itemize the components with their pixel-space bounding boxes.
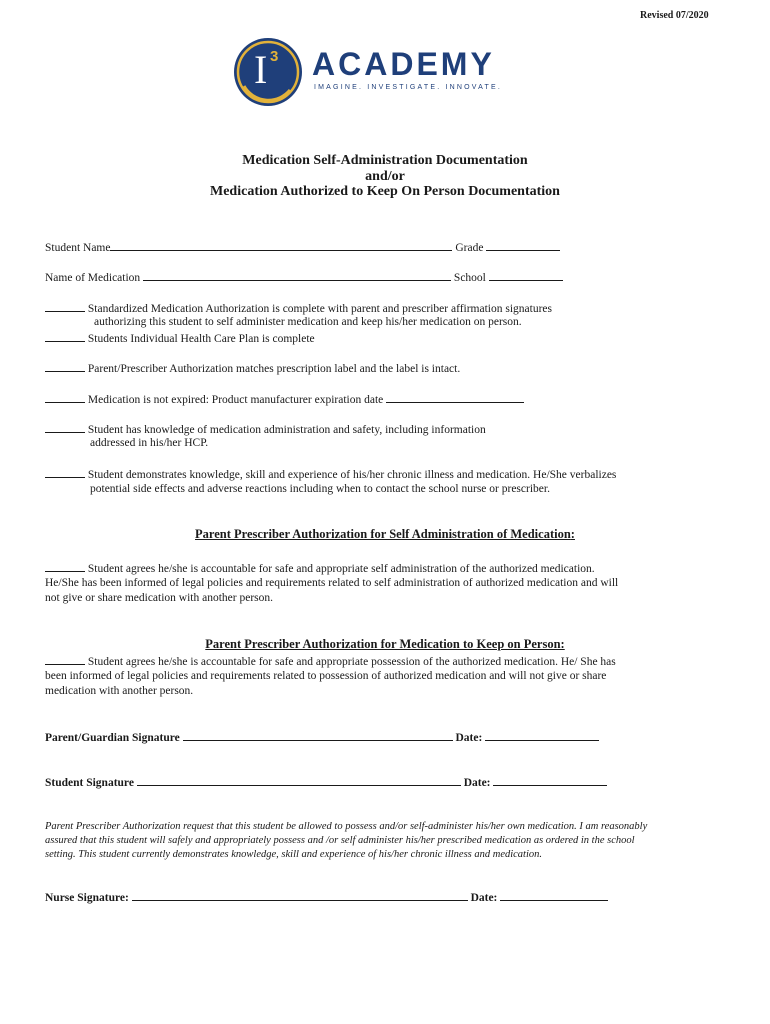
checklist-blank-2[interactable]: [45, 331, 85, 342]
statement-line-3: setting. This student currently demonstrates knowledge, skill and experience of his/her chronic illness and medication.: [45, 849, 543, 860]
revised-date: Revised 07/2020: [640, 10, 709, 21]
checklist-item-5: [45, 422, 486, 436]
checklist-item-3-text: Parent/Prescriber Authorization matches prescription label and the label is intact.: [87, 363, 461, 375]
checklist-item-3: [45, 361, 460, 375]
checklist-item-4: [45, 392, 524, 406]
nurse-signature-label: Nurse Signature:: [45, 892, 129, 904]
title-line-1: Medication Self-Administration Documentation: [242, 153, 528, 168]
section1-heading-text: Parent Prescriber Authorization for Self Administration of Medication: [195, 527, 571, 541]
parent-signature-label: Parent/Guardian Signature: [45, 732, 180, 744]
checklist-item-6-text: Student demonstrates knowledge, skill and experience of his/her chronic illness and medication. He/She verbalizes: [87, 469, 617, 481]
checklist-item-5-text: Student has knowledge of medication administration and safety, including information: [87, 424, 486, 436]
student-name-field[interactable]: [110, 240, 452, 251]
section1-line-1-text: Student agrees he/she is accountable for safe and appropriate self administration of the authorized medication.: [87, 563, 595, 575]
nurse-date-label: Date:: [470, 892, 498, 904]
section2-line-1: [45, 654, 616, 668]
section1-line-1: [45, 561, 595, 575]
student-name-label: Student Name: [45, 242, 111, 254]
checklist-item-6-cont: potential side effects and adverse reactions including when to contact the school nurse or prescriber.: [90, 483, 550, 495]
section1-line-3: not give or share medication with another person.: [45, 592, 274, 604]
checklist-item-1-cont: authorizing this student to self administer medication and keep his/her medication on person.: [94, 316, 522, 328]
academy-logo: [232, 36, 542, 100]
checklist-blank-3[interactable]: [45, 361, 85, 372]
medication-name-row: [45, 270, 563, 284]
statement-line-2: assured that this student will safely and appropriately possess and /or self administer his/her prescribed medication as ordered in the school: [45, 835, 635, 846]
section1-heading: Parent Prescriber Authorization for Self Administration of Medication:: [195, 527, 575, 541]
student-signature-field[interactable]: [137, 775, 461, 786]
section2-line-2: been informed of legal policies and requirements related to possession of authorized medication and will not give or share: [45, 670, 607, 682]
medication-name-label: Name of Medication: [45, 272, 141, 284]
title-line-2: and/or: [365, 169, 405, 184]
school-field[interactable]: [489, 270, 563, 281]
section2-heading: Parent Prescriber Authorization for Medication to Keep on Person:: [205, 637, 565, 651]
parent-date-field[interactable]: [485, 730, 599, 741]
expiration-date-field[interactable]: [386, 392, 524, 403]
student-name-row: [45, 240, 560, 254]
logo-tagline: IMAGINE. INVESTIGATE. INNOVATE.: [314, 84, 502, 91]
grade-label: Grade: [455, 242, 484, 254]
title-line-3: Medication Authorized to Keep On Person Documentation: [210, 184, 560, 199]
parent-date-label: Date:: [455, 732, 483, 744]
checklist-blank-4[interactable]: [45, 392, 85, 403]
nurse-date-field[interactable]: [500, 890, 608, 901]
checklist-blank-5[interactable]: [45, 422, 85, 433]
checklist-item-1-text: Standardized Medication Authorization is complete with parent and prescriber affirmation signatures: [87, 303, 552, 315]
logo-badge-letter: I: [254, 47, 268, 92]
parent-signature-row: [45, 730, 599, 744]
nurse-signature-field[interactable]: [132, 890, 468, 901]
section2-line-3: medication with another person.: [45, 685, 194, 697]
section1-blank[interactable]: [45, 561, 85, 572]
section2-blank[interactable]: [45, 654, 85, 665]
logo-badge-icon: [232, 36, 304, 108]
student-signature-row: [45, 775, 607, 789]
student-date-field[interactable]: [493, 775, 607, 786]
student-date-label: Date:: [463, 777, 491, 789]
grade-field[interactable]: [486, 240, 560, 251]
student-signature-label: Student Signature: [45, 777, 134, 789]
medication-name-field[interactable]: [143, 270, 451, 281]
section1-line-2: He/She has been informed of legal policies and requirements related to self administration of authorized medication and will: [45, 577, 619, 589]
checklist-item-4-text: Medication is not expired: Product manufacturer expiration date: [87, 394, 384, 406]
nurse-signature-row: [45, 890, 608, 904]
checklist-item-6: [45, 467, 616, 481]
checklist-item-2: [45, 331, 315, 345]
checklist-item-5-cont: addressed in his/her HCP.: [90, 437, 209, 449]
checklist-blank-6[interactable]: [45, 467, 85, 478]
parent-signature-field[interactable]: [183, 730, 453, 741]
checklist-item-2-text: Students Individual Health Care Plan is complete: [87, 333, 315, 345]
checklist-blank-1[interactable]: [45, 301, 85, 312]
section2-line-1-text: Student agrees he/she is accountable for safe and appropriate possession of the authorized medication. He/ She has: [87, 656, 616, 668]
school-label: School: [453, 272, 486, 284]
checklist-item-1: [45, 301, 552, 315]
logo-wordmark: ACADEMY: [312, 46, 495, 82]
statement-line-1: Parent Prescriber Authorization request that this student be allowed to possess and/or self-administer his/her own medication. I am reasonably: [45, 821, 648, 832]
logo-badge-exponent: 3: [270, 48, 279, 65]
